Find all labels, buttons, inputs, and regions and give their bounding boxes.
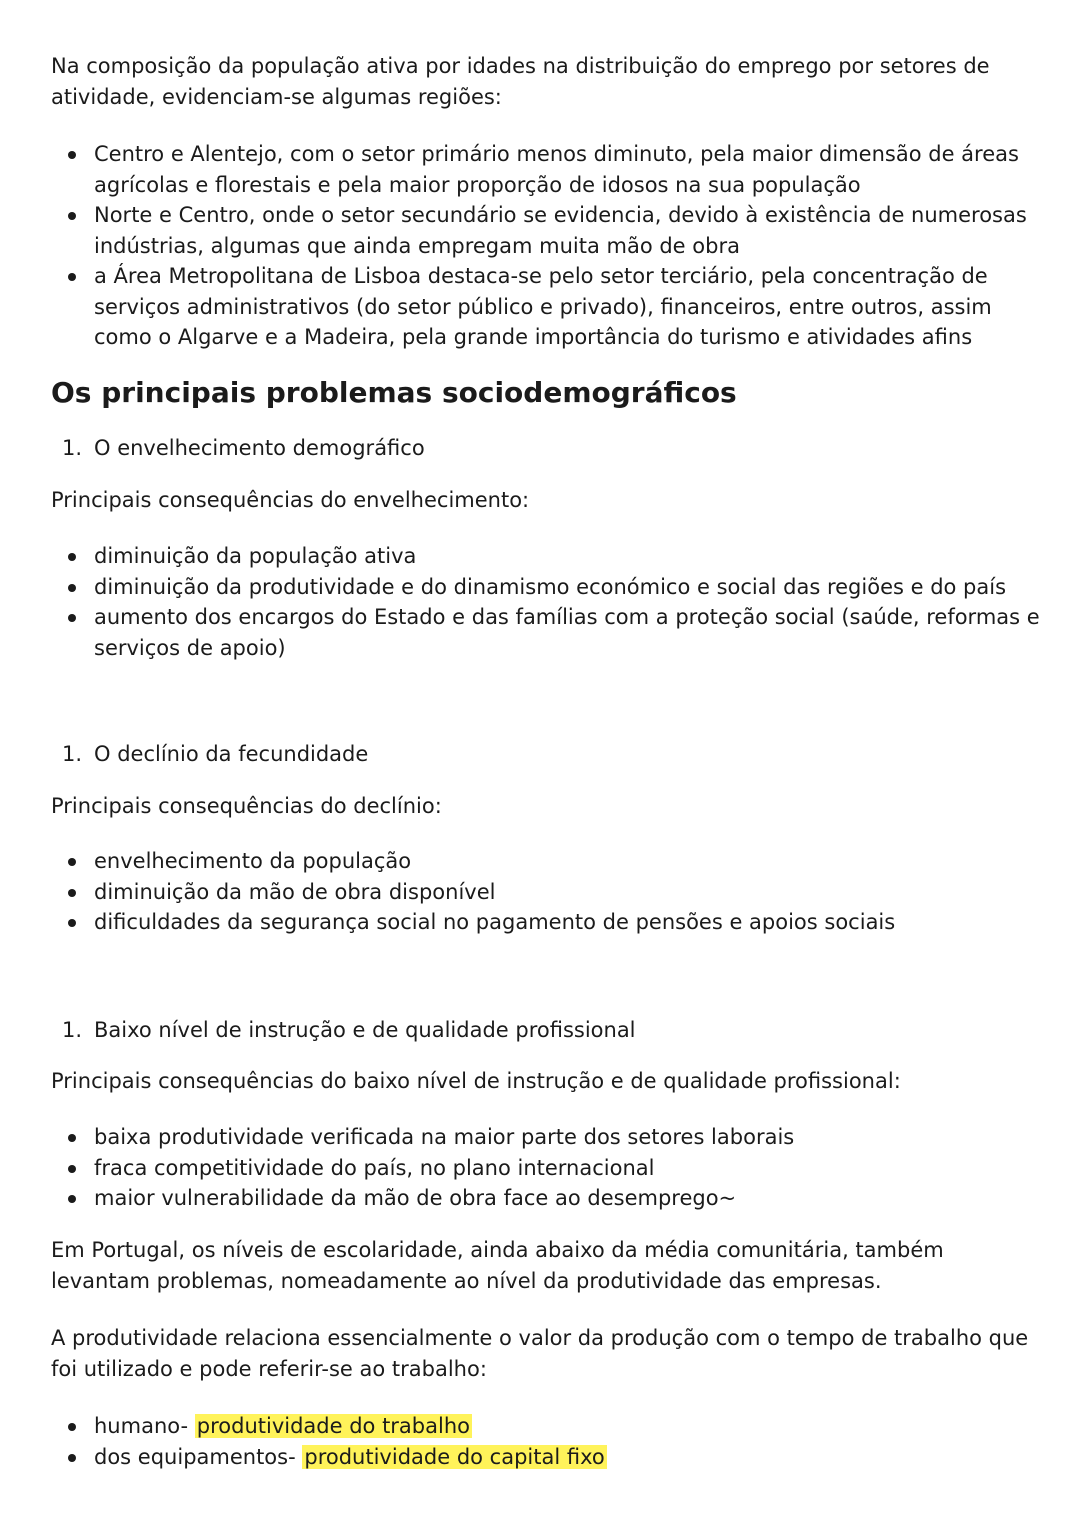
portugal-paragraph: Em Portugal, os níveis de escolaridade, ainda abaixo da média comunitária, também levantam problemas, nomeadamente ao nível da produtividade das empresas. [51, 1238, 944, 1293]
fertility-consequences-list [51, 846, 1041, 938]
highlighted-term: produtividade do capital fixo [304, 1444, 605, 1469]
consequences-lead: Principais consequências do declínio: [51, 794, 442, 818]
section-heading: Os principais problemas sociodemográficos [51, 376, 737, 409]
regions-list [51, 139, 1041, 353]
numbered-item-aging [51, 433, 425, 464]
numbered-item [51, 433, 425, 464]
list-item: diminuição da população ativa [51, 541, 1041, 572]
item-number: 1. [62, 1018, 83, 1042]
list-item: fraca competitividade do país, no plano internacional [51, 1153, 1041, 1184]
item-prefix: dos equipamentos- [94, 1444, 296, 1469]
productivity-paragraph: A produtividade relaciona essencialmente o valor da produção com o tempo de trabalho que foi utilizado e pode referir-se ao trabalho: [51, 1326, 1029, 1381]
item-title: Baixo nível de instrução e de qualidade profissional [94, 1018, 636, 1042]
list-item: maior vulnerabilidade da mão de obra face ao desemprego~ [51, 1183, 1041, 1214]
education-consequences-list [51, 1122, 1041, 1214]
consequences-lead: Principais consequências do envelhecimento: [51, 488, 530, 512]
list-item: dificuldades da segurança social no pagamento de pensões e apoios sociais [51, 907, 1041, 938]
aging-consequences-list [51, 541, 1041, 663]
numbered-item-education [51, 1015, 636, 1046]
item-title: O envelhecimento demográfico [94, 436, 425, 460]
list-item: diminuição da produtividade e do dinamismo económico e social das regiões e do país [51, 572, 1041, 603]
list-item [51, 1411, 1041, 1442]
numbered-item [51, 739, 368, 770]
list-item: aumento dos encargos do Estado e das famílias com a proteção social (saúde, reformas e serviços de apoio) [51, 602, 1041, 663]
item-prefix: humano- [94, 1414, 189, 1438]
item-title: O declínio da fecundidade [94, 742, 369, 766]
intro-paragraph: Na composição da população ativa por idades na distribuição do emprego por setores de atividade, evidenciam-se algumas regiões: [51, 54, 990, 109]
consequences-lead: Principais consequências do baixo nível de instrução e de qualidade profissional: [51, 1069, 901, 1093]
list-item: envelhecimento da população [51, 846, 1041, 877]
item-number: 1. [62, 742, 83, 766]
item-number: 1. [62, 436, 83, 460]
highlighted-term: produtividade do trabalho [196, 1414, 470, 1438]
list-item: a Área Metropolitana de Lisboa destaca-se pelo setor terciário, pela concentração de serviços administrativos (do setor público e privado), financeiros, entre outros, assim como o Algarve e a Madeira, pela grande importância do turismo e atividades afins [51, 261, 1041, 353]
productivity-types-list [51, 1411, 1041, 1472]
list-item: Centro e Alentejo, com o setor primário menos diminuto, pela maior dimensão de áreas agrícolas e florestais e pela maior proporção de idosos na sua população [51, 139, 1041, 200]
numbered-item-fertility [51, 739, 368, 770]
numbered-item [51, 1015, 636, 1046]
list-item: baixa produtividade verificada na maior parte dos setores laborais [51, 1122, 1041, 1153]
list-item [51, 1442, 1041, 1473]
list-item: Norte e Centro, onde o setor secundário se evidencia, devido à existência de numerosas indústrias, algumas que ainda empregam muita mão de obra [51, 200, 1041, 261]
list-item: diminuição da mão de obra disponível [51, 877, 1041, 908]
